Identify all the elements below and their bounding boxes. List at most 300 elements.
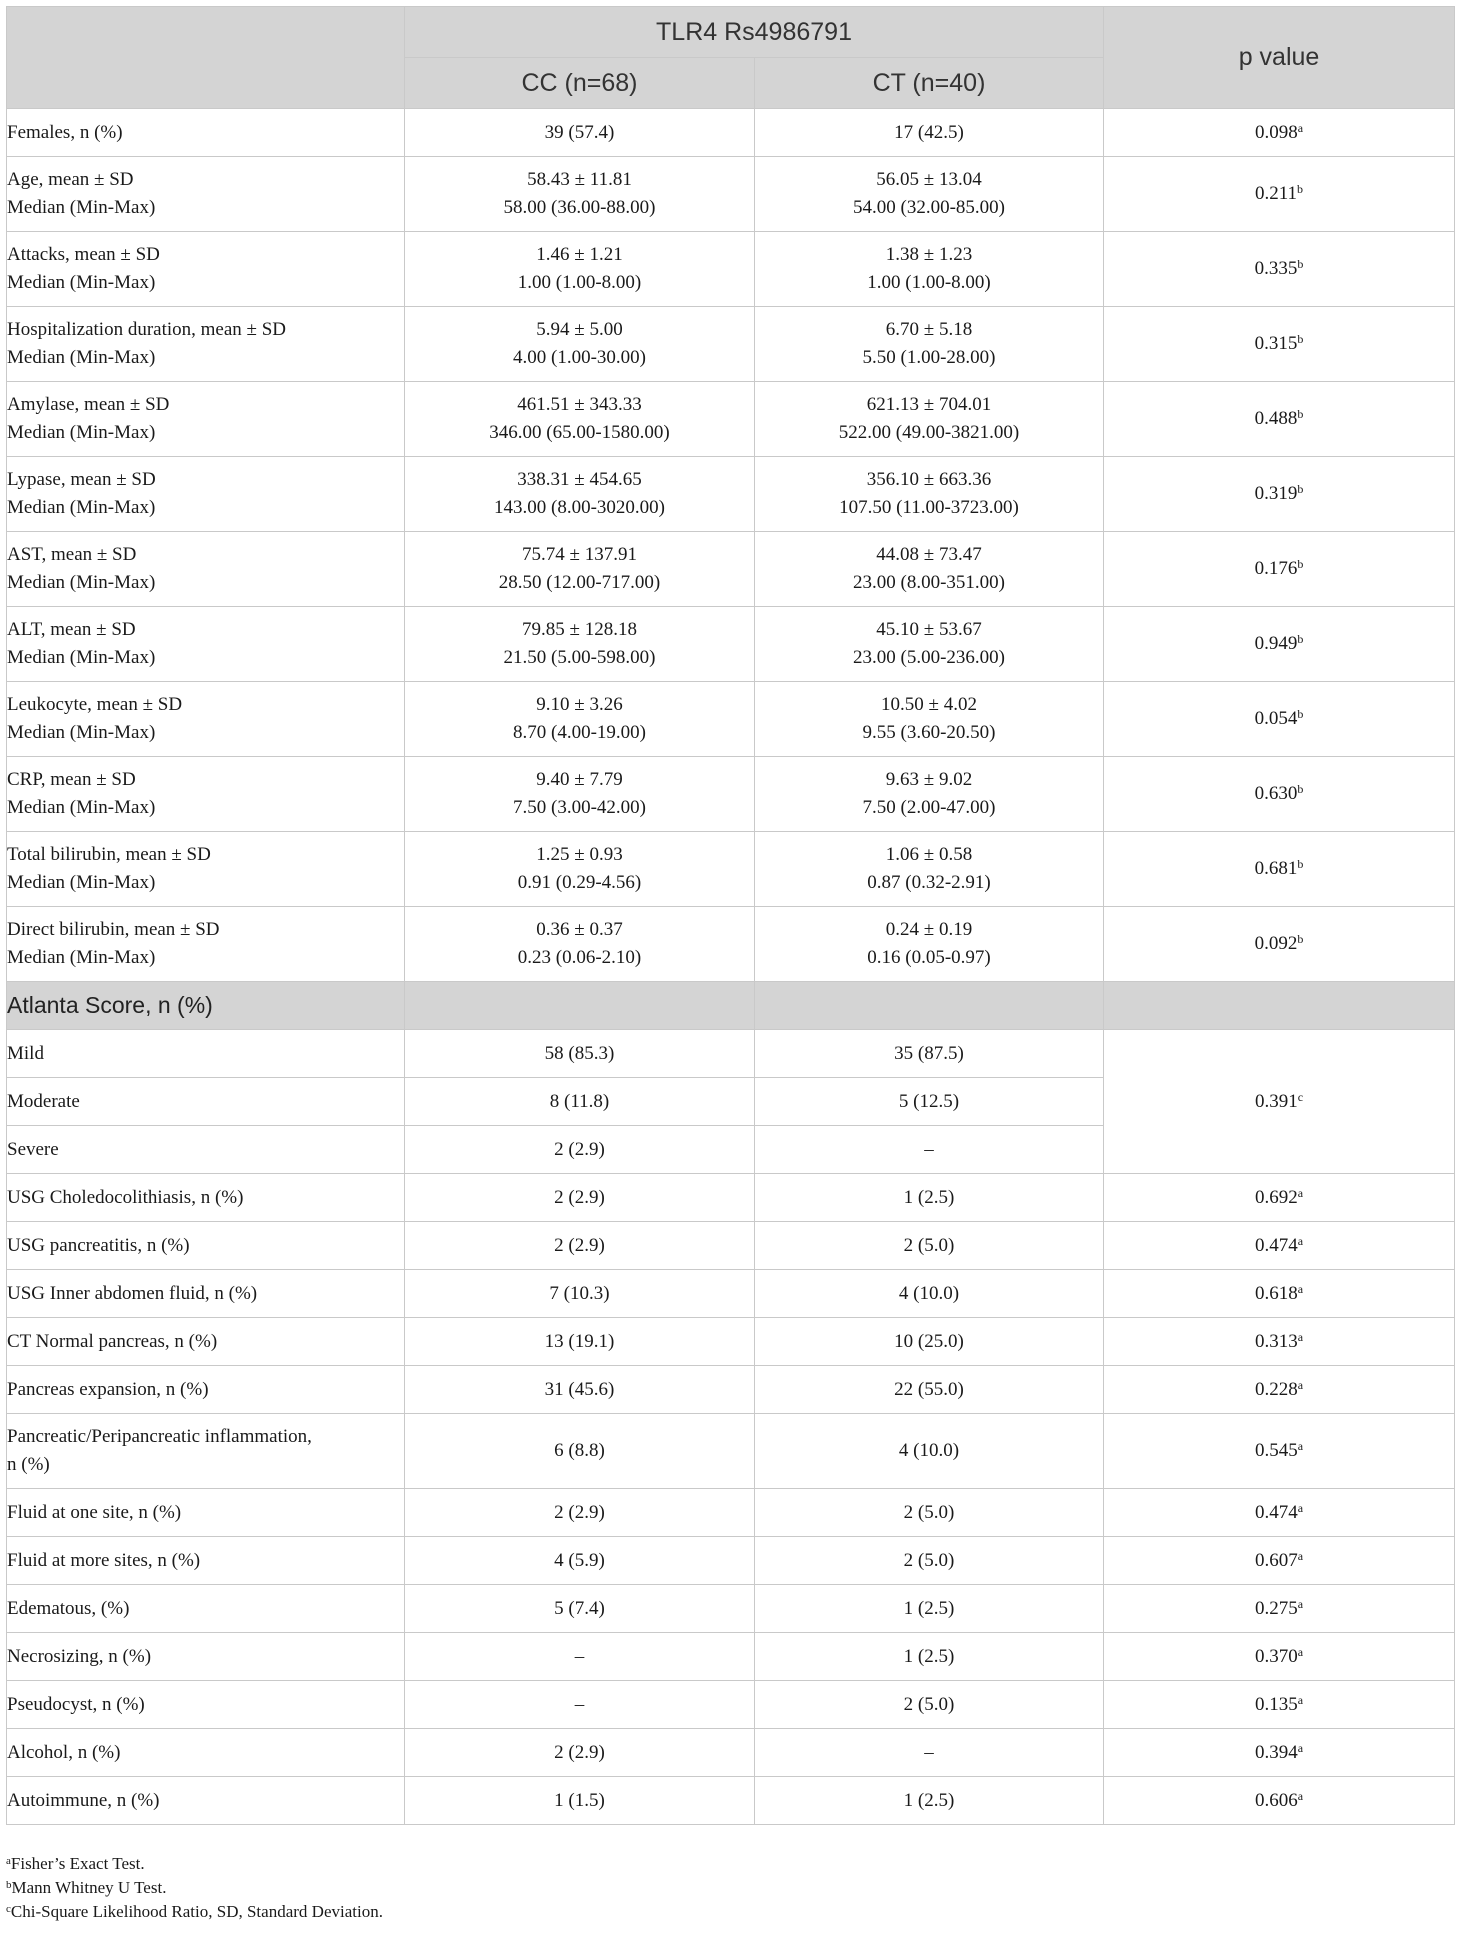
footnote-marker: b: [1297, 482, 1304, 496]
cell-text: Median (Min-Max): [7, 497, 156, 518]
cell-text: CT Normal pancreas, n (%): [7, 1330, 218, 1352]
cell-text: CRP, mean ± SD: [7, 769, 136, 790]
p-value-cell: [1104, 457, 1455, 532]
table-row: [7, 532, 1455, 607]
p-value-cell: [1104, 757, 1455, 832]
cc-cell: [405, 1270, 755, 1318]
row-label: [7, 109, 405, 157]
cell-text: 2 (5.0): [903, 1549, 955, 1571]
cell-text: Median (Min-Max): [7, 572, 156, 593]
footnote-marker: a: [1297, 1692, 1304, 1707]
footnote-text: Fisher’s Exact Test.: [10, 1854, 145, 1873]
cell-text: 0.630: [1254, 783, 1298, 804]
row-label: [7, 682, 405, 757]
cell-text: Edematous, (%): [7, 1597, 130, 1619]
table-row: [7, 157, 1455, 232]
cell-text: 1 (2.5): [903, 1186, 955, 1208]
cell-text: 0.23 (0.06-2.10): [517, 947, 642, 968]
p-value-cell: [1104, 1777, 1455, 1825]
footnote-marker: b: [6, 1879, 12, 1891]
footnote-marker: a: [1297, 1596, 1304, 1611]
ct-cell: [755, 607, 1104, 682]
cell-text: 2 (2.9): [554, 1138, 605, 1160]
cell-text: –: [924, 1138, 934, 1160]
cell-text: 2 (2.9): [554, 1501, 605, 1523]
cell-text: Amylase, mean ± SD: [7, 394, 170, 415]
row-label: [7, 1585, 405, 1633]
cell-text: 0.488: [1254, 408, 1298, 429]
ct-cell: [755, 1078, 1104, 1126]
footnote-marker: a: [1297, 1185, 1304, 1200]
footnote-text: Chi-Square Likelihood Ratio, SD, Standard Deviation.: [10, 1902, 383, 1921]
footnote-marker: b: [1297, 932, 1304, 946]
cell-text: 0.370: [1254, 1645, 1298, 1667]
cc-cell: [405, 1174, 755, 1222]
cell-text: USG Choledocolithiasis, n (%): [7, 1186, 244, 1208]
p-value-cell: [1104, 109, 1455, 157]
section-blank-cell: [405, 982, 755, 1030]
cell-text: Mild: [7, 1042, 44, 1064]
table-row: [7, 757, 1455, 832]
row-label: [7, 157, 405, 232]
cell-text: 35 (87.5): [894, 1042, 964, 1064]
cell-text: 2 (2.9): [554, 1741, 605, 1763]
cell-text: –: [924, 1741, 934, 1763]
footnote-marker: b: [1297, 857, 1304, 871]
p-value-cell: [1104, 907, 1455, 982]
footnote-marker: a: [1297, 1439, 1304, 1453]
footnote-marker: a: [1297, 1644, 1304, 1659]
ct-header: CT (n=40): [755, 58, 1104, 109]
cell-text: Median (Min-Max): [7, 422, 156, 443]
footnote-marker: a: [1297, 1377, 1304, 1392]
table-row: [7, 457, 1455, 532]
group-header: TLR4 Rs4986791: [405, 7, 1104, 58]
cell-text: Females, n (%): [7, 121, 123, 143]
cc-cell: [405, 1777, 755, 1825]
table-row: [7, 1030, 1455, 1078]
cell-text: 346.00 (65.00-1580.00): [489, 422, 670, 443]
cell-text: 4.00 (1.00-30.00): [513, 347, 646, 368]
cell-text: 7.50 (2.00-47.00): [862, 797, 996, 818]
footnote-marker: b: [1297, 182, 1304, 196]
cell-text: 13 (19.1): [544, 1330, 615, 1352]
ct-cell: [755, 109, 1104, 157]
cell-text: Fluid at one site, n (%): [7, 1501, 182, 1523]
row-label: [7, 1537, 405, 1585]
cell-text: 0.098: [1254, 121, 1298, 143]
cell-text: Age, mean ± SD: [7, 169, 134, 190]
cell-text: 1.25 ± 0.93: [536, 844, 623, 865]
cell-text: 54.00 (32.00-85.00): [853, 197, 1005, 218]
cell-text: 1 (2.5): [903, 1789, 955, 1811]
footnote-marker: a: [6, 1855, 11, 1867]
cell-text: 0.335: [1254, 258, 1298, 279]
cell-text: USG pancreatitis, n (%): [7, 1234, 190, 1256]
footnotes: [6, 1852, 383, 1924]
cell-text: Median (Min-Max): [7, 647, 156, 668]
cc-cell: [405, 457, 755, 532]
table-row: [7, 907, 1455, 982]
cell-text: 0.474: [1254, 1501, 1298, 1523]
cell-text: 2 (5.0): [903, 1501, 955, 1523]
table-row: [7, 109, 1455, 157]
row-label: [7, 382, 405, 457]
ct-cell: [755, 1174, 1104, 1222]
cell-text: 2 (2.9): [554, 1186, 605, 1208]
cell-text: 0.054: [1254, 708, 1298, 729]
p-value-cell: [1104, 607, 1455, 682]
cc-cell: [405, 1414, 755, 1489]
row-label: [7, 1681, 405, 1729]
cell-text: 44.08 ± 73.47: [876, 544, 982, 565]
cell-text: 0.545: [1254, 1440, 1298, 1461]
row-label: [7, 907, 405, 982]
cc-cell: [405, 1126, 755, 1174]
p-value-cell: [1104, 1222, 1455, 1270]
cell-text: 1.06 ± 0.58: [885, 844, 973, 865]
ct-cell: [755, 1537, 1104, 1585]
footnote-marker: a: [1297, 1329, 1304, 1344]
ct-cell: [755, 457, 1104, 532]
cell-text: 56.05 ± 13.04: [876, 169, 982, 190]
row-label: [7, 1078, 405, 1126]
table-row: [7, 1633, 1455, 1681]
footnote-marker: b: [1297, 407, 1304, 421]
ct-cell: [755, 157, 1104, 232]
cc-header: CC (n=68): [405, 58, 755, 109]
cell-text: 10.50 ± 4.02: [881, 694, 977, 715]
p-value-cell: [1104, 307, 1455, 382]
cell-text: 5.50 (1.00-28.00): [862, 347, 996, 368]
p-value-cell: [1104, 382, 1455, 457]
cell-text: Pancreatic/Peripancreatic inflammation,: [7, 1426, 312, 1447]
table-row: [7, 1777, 1455, 1825]
footnote: [6, 1876, 383, 1900]
footnote-marker: a: [1297, 1788, 1304, 1803]
cell-text: 8 (11.8): [549, 1090, 610, 1112]
section-row-atlanta: [7, 982, 1455, 1030]
cell-text: Lypase, mean ± SD: [7, 469, 156, 490]
cell-text: 1 (1.5): [554, 1789, 605, 1811]
p-value-header: p value: [1104, 7, 1455, 109]
table-row: [7, 382, 1455, 457]
footnote: [6, 1852, 383, 1876]
cell-text: 4 (5.9): [554, 1549, 605, 1571]
p-value-cell: [1104, 1174, 1455, 1222]
cc-cell: [405, 1030, 755, 1078]
cell-text: Fluid at more sites, n (%): [7, 1549, 201, 1571]
cell-text: 9.55 (3.60-20.50): [862, 722, 996, 743]
row-label: [7, 1777, 405, 1825]
ct-cell: [755, 1030, 1104, 1078]
cell-text: 0.391: [1254, 1090, 1298, 1112]
footnote-text: Mann Whitney U Test.: [11, 1878, 167, 1897]
cell-text: 2 (5.0): [903, 1234, 955, 1256]
footnote-marker: b: [1297, 257, 1304, 271]
row-label: [7, 757, 405, 832]
cell-text: 5 (7.4): [554, 1597, 605, 1619]
cc-cell: [405, 1633, 755, 1681]
cc-cell: [405, 532, 755, 607]
ct-cell: [755, 1729, 1104, 1777]
cc-cell: [405, 757, 755, 832]
table-row: [7, 1681, 1455, 1729]
cell-text: 0.211: [1254, 183, 1298, 204]
cell-text: –: [574, 1645, 585, 1667]
row-label: [7, 1030, 405, 1078]
cell-text: 79.85 ± 128.18: [522, 619, 637, 640]
row-label: [7, 1318, 405, 1366]
table-row: [7, 1729, 1455, 1777]
row-label: [7, 1414, 405, 1489]
row-label: [7, 607, 405, 682]
cell-text: 23.00 (8.00-351.00): [853, 572, 1005, 593]
results-table: [6, 6, 1455, 1825]
row-label: [7, 1174, 405, 1222]
footnote: [6, 1900, 383, 1924]
cell-text: 1 (2.5): [903, 1645, 955, 1667]
row-label: [7, 1366, 405, 1414]
cell-text: Necrosizing, n (%): [7, 1645, 152, 1667]
cell-text: 338.31 ± 454.65: [517, 469, 642, 490]
row-label: [7, 532, 405, 607]
cell-text: 0.092: [1254, 933, 1298, 954]
p-value-cell: [1104, 1729, 1455, 1777]
cell-text: 0.16 (0.05-0.97): [867, 947, 991, 968]
footnote-marker: a: [1297, 1233, 1304, 1248]
cell-text: –: [574, 1693, 585, 1715]
cell-text: 0.87 (0.32-2.91): [867, 872, 991, 893]
cell-text: Pseudocyst, n (%): [7, 1693, 145, 1715]
cell-text: 7.50 (3.00-42.00): [513, 797, 646, 818]
cc-cell: [405, 832, 755, 907]
cell-text: 107.50 (11.00-3723.00): [839, 497, 1019, 518]
cell-text: 1.00 (1.00-8.00): [517, 272, 642, 293]
ct-cell: [755, 1633, 1104, 1681]
cell-text: Alcohol, n (%): [7, 1741, 121, 1763]
row-label: [7, 1126, 405, 1174]
cell-text: Pancreas expansion, n (%): [7, 1378, 209, 1400]
cc-cell: [405, 682, 755, 757]
cell-text: Median (Min-Max): [7, 197, 156, 218]
section-title: [7, 982, 405, 1030]
cell-text: 17 (42.5): [894, 121, 964, 143]
ct-cell: [755, 1270, 1104, 1318]
cell-text: 1.46 ± 1.21: [536, 244, 623, 265]
row-label: [7, 1222, 405, 1270]
p-value-cell: [1104, 1318, 1455, 1366]
footnote-marker: a: [1297, 1500, 1304, 1515]
cell-text: Median (Min-Max): [7, 347, 156, 368]
cell-text: 6 (8.8): [554, 1440, 605, 1461]
cell-text: 5.94 ± 5.00: [536, 319, 623, 340]
row-label: [7, 307, 405, 382]
cc-cell: [405, 307, 755, 382]
cell-text: 0.135: [1254, 1693, 1298, 1715]
ct-cell: [755, 532, 1104, 607]
cell-text: 2 (5.0): [903, 1693, 955, 1715]
cell-text: 0.949: [1254, 633, 1298, 654]
p-value-cell: [1104, 1414, 1455, 1489]
cell-text: ALT, mean ± SD: [7, 619, 136, 640]
cc-cell: [405, 1729, 755, 1777]
cc-cell: [405, 382, 755, 457]
cell-text: Moderate: [7, 1090, 80, 1112]
cell-text: 21.50 (5.00-598.00): [503, 647, 656, 668]
cell-text: 58 (85.3): [544, 1042, 615, 1064]
cell-text: 0.618: [1254, 1282, 1298, 1304]
cell-text: 7 (10.3): [549, 1282, 610, 1304]
cell-text: 0.91 (0.29-4.56): [517, 872, 642, 893]
cell-text: 5 (12.5): [898, 1090, 960, 1112]
row-label: [7, 232, 405, 307]
cc-cell: [405, 1537, 755, 1585]
cell-text: USG Inner abdomen fluid, n (%): [7, 1282, 258, 1304]
row-label: [7, 1729, 405, 1777]
table-row: [7, 1585, 1455, 1633]
cc-cell: [405, 1318, 755, 1366]
table-row: [7, 1174, 1455, 1222]
cc-cell: [405, 1585, 755, 1633]
ct-cell: [755, 232, 1104, 307]
ct-cell: [755, 1222, 1104, 1270]
cc-cell: [405, 907, 755, 982]
ct-cell: [755, 1777, 1104, 1825]
cell-text: 0.313: [1254, 1330, 1298, 1352]
cell-text: 9.63 ± 9.02: [885, 769, 973, 790]
cell-text: 0.36 ± 0.37: [536, 919, 623, 940]
cell-text: 6.70 ± 5.18: [885, 319, 973, 340]
table-row: [7, 1270, 1455, 1318]
p-value-cell: [1104, 1681, 1455, 1729]
cell-text: 522.00 (49.00-3821.00): [838, 422, 1020, 443]
cell-text: AST, mean ± SD: [7, 544, 137, 565]
cell-text: 58.43 ± 11.81: [527, 169, 632, 190]
ct-cell: [755, 757, 1104, 832]
row-label: [7, 832, 405, 907]
cell-text: 10 (25.0): [894, 1330, 964, 1352]
cell-text: 4 (10.0): [898, 1440, 960, 1461]
p-value-cell: [1104, 1366, 1455, 1414]
table-row: [7, 1414, 1455, 1489]
cell-text: Median (Min-Max): [7, 272, 156, 293]
cell-text: 0.176: [1254, 558, 1298, 579]
row-label: [7, 1270, 405, 1318]
cc-cell: [405, 1366, 755, 1414]
footnote-marker: b: [1297, 632, 1304, 646]
table-row: [7, 682, 1455, 757]
cell-text: 0.228: [1254, 1378, 1298, 1400]
cell-text: 31 (45.6): [544, 1378, 615, 1400]
table-row: [7, 1537, 1455, 1585]
cell-text: 0.24 ± 0.19: [885, 919, 973, 940]
cc-cell: [405, 607, 755, 682]
ct-cell: [755, 1585, 1104, 1633]
cell-text: Hospitalization duration, mean ± SD: [7, 319, 287, 340]
cell-text: 0.474: [1254, 1234, 1298, 1256]
cell-text: Severe: [7, 1138, 59, 1160]
cell-text: 0.319: [1254, 483, 1298, 504]
cc-cell: [405, 232, 755, 307]
ct-cell: [755, 1126, 1104, 1174]
header-row: [7, 7, 1455, 58]
table-row: [7, 1366, 1455, 1414]
table-row: [7, 1222, 1455, 1270]
table-row: [7, 1489, 1455, 1537]
cell-text: 0.394: [1254, 1741, 1298, 1763]
cell-text: 143.00 (8.00-3020.00): [494, 497, 665, 518]
ct-cell: [755, 832, 1104, 907]
cell-text: Autoimmune, n (%): [7, 1789, 160, 1811]
cell-text: 58.00 (36.00-88.00): [503, 197, 656, 218]
cc-cell: [405, 1222, 755, 1270]
ct-cell: [755, 382, 1104, 457]
cell-text: Direct bilirubin, mean ± SD: [7, 919, 220, 940]
p-value-cell: [1104, 832, 1455, 907]
footnote-marker: a: [1297, 1281, 1304, 1296]
p-value-cell: [1104, 1585, 1455, 1633]
cell-text: 8.70 (4.00-19.00): [513, 722, 646, 743]
cell-text: Median (Min-Max): [7, 872, 156, 893]
cell-text: Atlanta Score, n (%): [7, 992, 213, 1018]
section-blank-cell: [755, 982, 1104, 1030]
p-value-cell: [1104, 532, 1455, 607]
cell-text: Median (Min-Max): [7, 797, 156, 818]
p-value-cell: [1104, 1633, 1455, 1681]
ct-cell: [755, 1318, 1104, 1366]
ct-cell: [755, 907, 1104, 982]
p-value-cell: [1104, 1270, 1455, 1318]
p-value-cell: [1104, 1537, 1455, 1585]
cell-text: 0.692: [1254, 1186, 1298, 1208]
footnote-marker: a: [1297, 1548, 1304, 1563]
cc-cell: [405, 1078, 755, 1126]
cell-text: 1 (2.5): [903, 1597, 955, 1619]
cell-text: 461.51 ± 343.33: [517, 394, 642, 415]
cell-text: 0.275: [1254, 1597, 1298, 1619]
row-label: [7, 1489, 405, 1537]
p-value-cell: [1104, 1030, 1455, 1174]
cc-cell: [405, 109, 755, 157]
ct-cell: [755, 307, 1104, 382]
section-blank-cell: [1104, 982, 1455, 1030]
cell-text: Total bilirubin, mean ± SD: [7, 844, 211, 865]
cell-text: 0.681: [1254, 858, 1298, 879]
cell-text: 4 (10.0): [898, 1282, 960, 1304]
cell-text: 23.00 (5.00-236.00): [853, 647, 1005, 668]
table-row: [7, 307, 1455, 382]
cell-text: n (%): [7, 1454, 50, 1475]
ct-cell: [755, 1681, 1104, 1729]
ct-cell: [755, 1366, 1104, 1414]
cell-text: Attacks, mean ± SD: [7, 244, 160, 265]
p-value-cell: [1104, 1489, 1455, 1537]
table-row: [7, 607, 1455, 682]
cell-text: 9.10 ± 3.26: [536, 694, 623, 715]
p-value-cell: [1104, 157, 1455, 232]
cc-cell: [405, 1681, 755, 1729]
cell-text: 0.606: [1254, 1789, 1298, 1811]
p-value-cell: [1104, 682, 1455, 757]
row-label: [7, 457, 405, 532]
cell-text: 45.10 ± 53.67: [876, 619, 982, 640]
cell-text: 1.38 ± 1.23: [885, 244, 973, 265]
cell-text: Median (Min-Max): [7, 722, 156, 743]
cell-text: 22 (55.0): [894, 1378, 964, 1400]
footnote-marker: b: [1297, 332, 1304, 346]
ct-cell: [755, 1489, 1104, 1537]
